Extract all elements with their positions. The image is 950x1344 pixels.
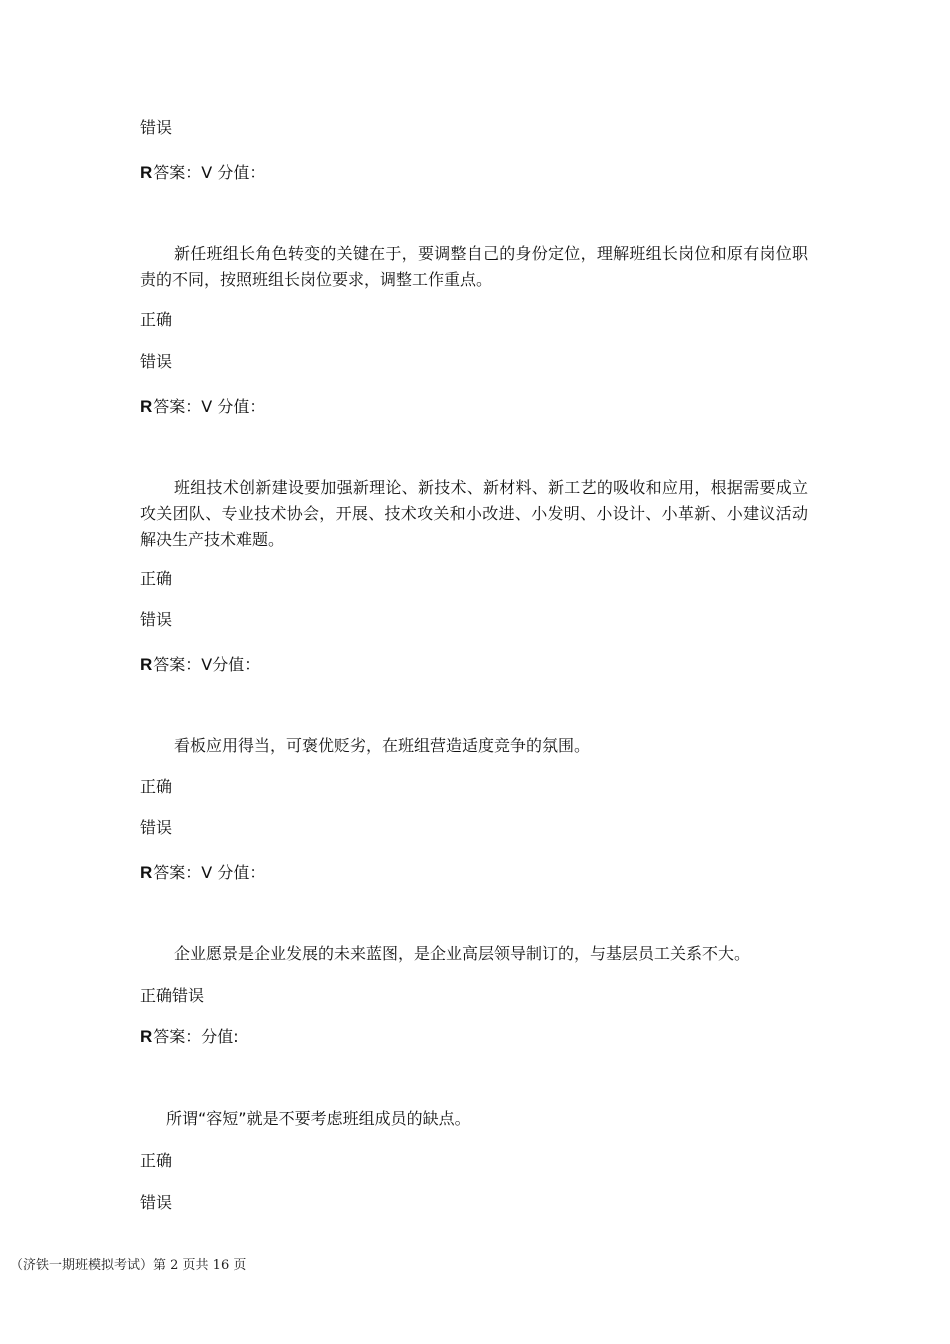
page-footer: （济铁一期班模拟考试）第 2 页共 16 页 — [10, 1258, 247, 1273]
option-right[interactable]: 正确 — [140, 310, 173, 329]
answer-letter: R — [140, 863, 153, 882]
answer-line — [140, 1024, 239, 1050]
option-wrong[interactable]: 错误 — [140, 352, 173, 371]
answer-letter: R — [140, 1027, 153, 1046]
answer-line — [140, 860, 265, 886]
option-wrong[interactable]: 错误 — [140, 1193, 173, 1212]
question-text: 看板应用得当，可褒优贬劣，在班组营造适度竞争的氛围。 — [174, 736, 591, 755]
option-right[interactable]: 正确 — [140, 569, 173, 588]
option-right[interactable]: 正确 — [140, 1151, 173, 1170]
answer-text: 答案：V分值： — [153, 655, 261, 674]
question-text: 新任班组长角色转变的关键在于，要调整自己的身份定位，理解班组长岗位和原有岗位职责的不同，按照班组长岗位要求，调整工作重点。 — [140, 244, 808, 289]
answer-text: 答案：V 分值： — [153, 397, 266, 416]
option-wrong[interactable]: 错误 — [140, 118, 173, 137]
question-text: 班组技术创新建设要加强新理论、新技术、新材料、新工艺的吸收和应用，根据需要成立攻关团队、专业技术协会，开展、技术攻关和小改进、小发明、小设计、小革新、小建议活动解决生产技术难题。 — [140, 478, 808, 549]
answer-line — [140, 160, 265, 186]
option-right[interactable]: 正确 — [140, 777, 173, 796]
options[interactable]: 正确错误 — [140, 986, 205, 1005]
answer-line — [140, 652, 260, 678]
answer-text: 答案：V 分值： — [153, 163, 266, 182]
option-wrong[interactable]: 错误 — [140, 818, 173, 837]
question-text: 企业愿景是企业发展的未来蓝图，是企业高层领导制订的，与基层员工关系不大。 — [174, 944, 751, 963]
answer-text: 答案：V 分值： — [153, 863, 266, 882]
question-text: 所谓“容短”就是不要考虑班组成员的缺点。 — [166, 1109, 471, 1128]
answer-text: 答案：分值: — [153, 1027, 239, 1046]
answer-letter: R — [140, 397, 153, 416]
answer-line — [140, 394, 265, 420]
option-wrong[interactable]: 错误 — [140, 610, 173, 629]
answer-letter: R — [140, 655, 153, 674]
answer-letter: R — [140, 163, 153, 182]
